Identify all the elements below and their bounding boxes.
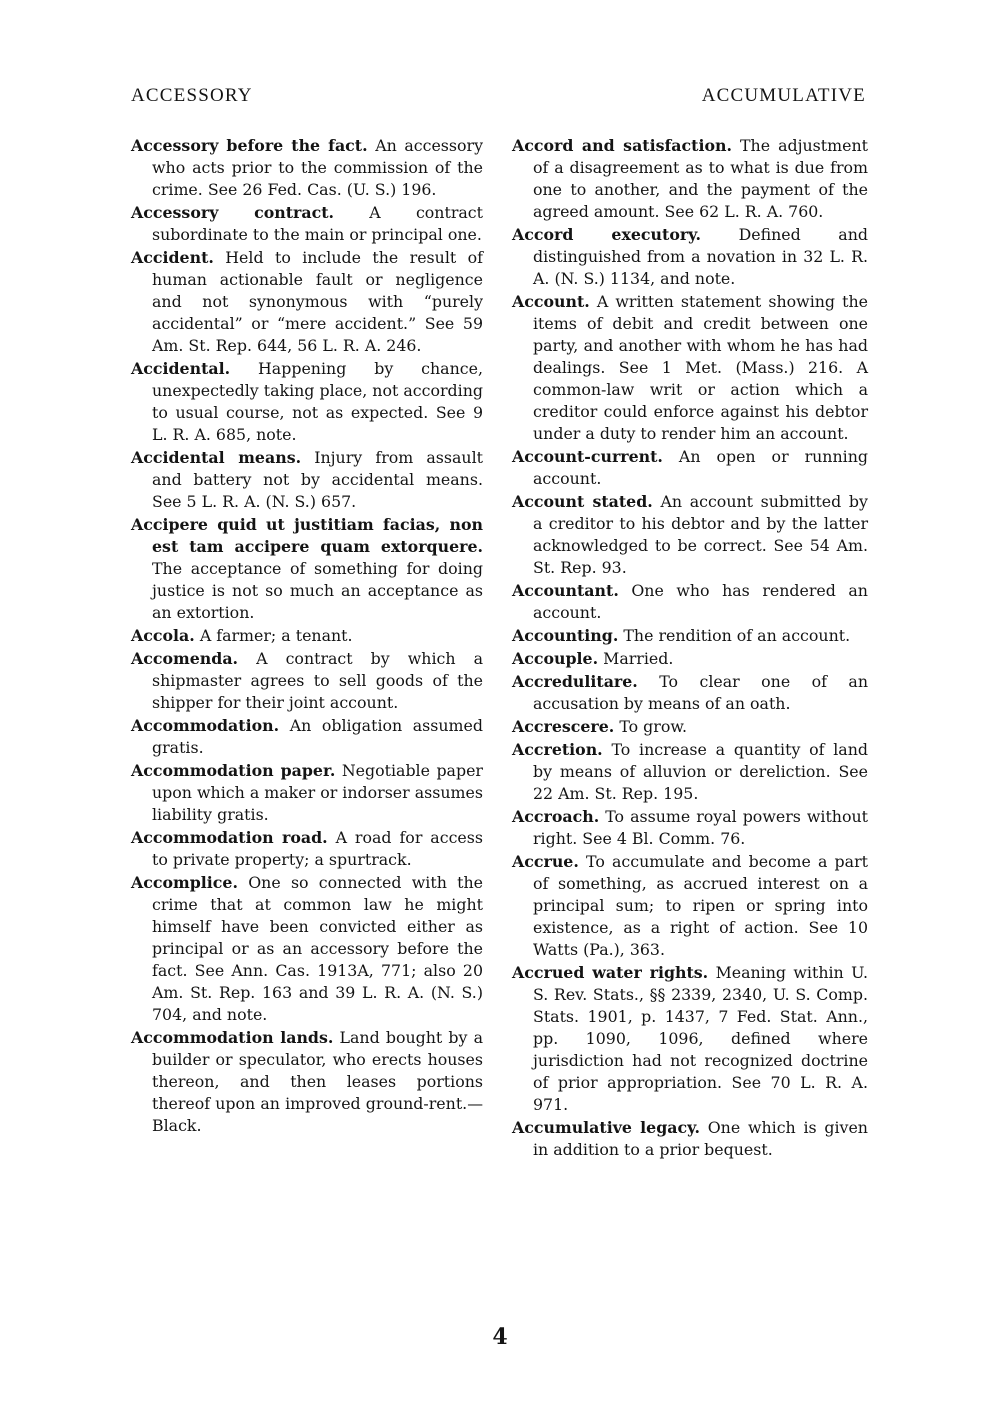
entry: [512, 716, 868, 738]
entry-term: Accredulitare.: [512, 672, 638, 691]
entry-definition: An account submitted by a creditor to his debtor and by the latter acknowledged to be correct. See 54 Am. St. Rep. 93.: [533, 492, 868, 577]
entry: [512, 491, 868, 579]
entry: [512, 851, 868, 961]
entry-definition: Defined and distinguished from a novation in 32 L. R. A. (N. S.) 1134, and note.: [533, 225, 868, 288]
entry-definition: A contract by which a shipmaster agrees to sell goods of the shipper for their joint account.: [152, 649, 483, 712]
entry-definition: A written statement showing the items of debit and credit between one party, and another with whom he has had dealings. See 1 Met. (Mass.) 216. A common-law writ or action which a creditor could enforce against his debtor under a duty to render him an account.: [533, 292, 868, 443]
entry: [131, 514, 483, 624]
entry-definition: Married.: [603, 649, 674, 668]
entry-term: Accord and satisfaction.: [512, 136, 732, 155]
entry-term: Accomplice.: [131, 873, 238, 892]
entry: [131, 827, 483, 871]
entry-definition: The acceptance of something for doing justice is not so much an acceptance as an extortion.: [152, 559, 483, 622]
entry-term: Accommodation road.: [131, 828, 328, 847]
entry: [512, 648, 868, 670]
entry: [131, 247, 483, 357]
entry: [131, 648, 483, 714]
page-number: 4: [492, 1324, 508, 1350]
entry-term: Accountant.: [512, 581, 619, 600]
entry-term: Accommodation.: [131, 716, 280, 735]
entry: [512, 580, 868, 624]
entry: [512, 739, 868, 805]
entry-term: Accounting.: [512, 626, 619, 645]
entry: [512, 962, 868, 1116]
entry: [512, 291, 868, 445]
entry-term: Accretion.: [512, 740, 603, 759]
entry-term: Accrescere.: [512, 717, 615, 736]
entry-term: Accouple.: [512, 649, 599, 668]
entry: [512, 671, 868, 715]
entry: [512, 806, 868, 850]
running-head-left: ACCESSORY: [131, 85, 253, 106]
entry-term: Accrue.: [512, 852, 579, 871]
entry: [512, 446, 868, 490]
entry: [131, 135, 483, 201]
entry-definition: A contract subordinate to the main or principal one.: [152, 203, 483, 244]
entry-term: Accidental.: [131, 359, 231, 378]
entry-definition: Negotiable paper upon which a maker or indorser assumes liability gratis.: [152, 761, 483, 824]
entry-term: Accipere quid ut justitiam facias, non est tam accipere quam extorquere.: [131, 515, 483, 556]
entry-definition: To assume royal powers without right. See 4 Bl. Comm. 76.: [533, 807, 868, 848]
entry-definition: An obligation assumed gratis.: [152, 716, 483, 757]
entry-term: Accrued water rights.: [512, 963, 709, 982]
entry: [512, 224, 868, 290]
entry-definition: Land bought by a builder or speculator, who erects houses thereon, and then leases portions thereof upon an improved ground-rent.—Black.: [152, 1028, 483, 1135]
entry-definition: One who has rendered an account.: [533, 581, 868, 622]
entry-definition: To accumulate and become a part of something, as accrued interest on a principal sum; to ripen or spring into existence, as a right of action. See 10 Watts (Pa.), 363.: [533, 852, 868, 959]
entry-definition: Happening by chance, unexpectedly taking place, not according to usual course, not as expected. See 9 L. R. A. 685, note.: [152, 359, 483, 444]
entry-definition: Injury from assault and battery not by accidental means. See 5 L. R. A. (N. S.) 657.: [152, 448, 483, 511]
entry-definition: One so connected with the crime that at common law he might himself have been convicted either as principal or as an accessory before the fact. See Ann. Cas. 1913A, 771; also 20 Am. St. Rep. 163 and 39 L. R. A. (N. S.) 704, and note.: [152, 873, 483, 1024]
entry-definition: To clear one of an accusation by means of an oath.: [533, 672, 868, 713]
entry-term: Account stated.: [512, 492, 653, 511]
entry-term: Accommodation paper.: [131, 761, 336, 780]
entry-definition: A road for access to private property; a spurtrack.: [152, 828, 483, 869]
entry-definition: Held to include the result of human actionable fault or negligence and not synonymous with “purely accidental” or “mere accident.” See 59 Am. St. Rep. 644, 56 L. R. A. 246.: [152, 248, 483, 355]
entry: [512, 625, 868, 647]
entry-term: Accomenda.: [131, 649, 239, 668]
entry-term: Accord executory.: [512, 225, 702, 244]
running-head-right: ACCUMULATIVE: [701, 85, 866, 106]
entry-definition: An open or running account.: [533, 447, 868, 488]
entry-term: Accola.: [131, 626, 195, 645]
entry: [131, 447, 483, 513]
entry-definition: One which is given in addition to a prior bequest.: [533, 1118, 868, 1159]
entry-term: Accommodation lands.: [131, 1028, 334, 1047]
entry-definition: The adjustment of a disagreement as to what is due from one to another, and the payment of the agreed amount. See 62 L. R. A. 760.: [533, 136, 868, 221]
entry-definition: To increase a quantity of land by means of alluvion or dereliction. See 22 Am. St. Rep. 195.: [533, 740, 868, 803]
entry: [512, 135, 868, 223]
entry-term: Accumulative legacy.: [512, 1118, 700, 1137]
entry: [131, 715, 483, 759]
entry: [131, 358, 483, 446]
entry-definition: A farmer; a tenant.: [199, 626, 353, 645]
entry-definition: To grow.: [619, 717, 688, 736]
entry-definition: Meaning within U. S. Rev. Stats., §§ 2339, 2340, U. S. Comp. Stats. 1901, p. 1437, 7 Fed. Stat. Ann., pp. 1090, 1096, defined where jurisdiction had not recognized doctrine of prior appropriation. See 70 L. R. A. 971.: [533, 963, 868, 1114]
right-column: [512, 135, 868, 1162]
entry-definition: The rendition of an account.: [623, 626, 851, 645]
entry: [512, 1117, 868, 1161]
entry: [131, 872, 483, 1026]
entry: [131, 625, 483, 647]
entry: [131, 1027, 483, 1137]
entry-term: Accroach.: [512, 807, 600, 826]
entry-term: Account-current.: [512, 447, 663, 466]
entry-term: Accessory before the fact.: [131, 136, 368, 155]
entry: [131, 760, 483, 826]
entry-term: Accidental means.: [131, 448, 302, 467]
entry-term: Accident.: [131, 248, 214, 267]
left-column: [131, 135, 483, 1138]
entry-term: Account.: [512, 292, 590, 311]
entry-definition: An accessory who acts prior to the commission of the crime. See 26 Fed. Cas. (U. S.) 196.: [152, 136, 484, 199]
entry-term: Accessory contract.: [131, 203, 335, 222]
entry: [131, 202, 483, 246]
